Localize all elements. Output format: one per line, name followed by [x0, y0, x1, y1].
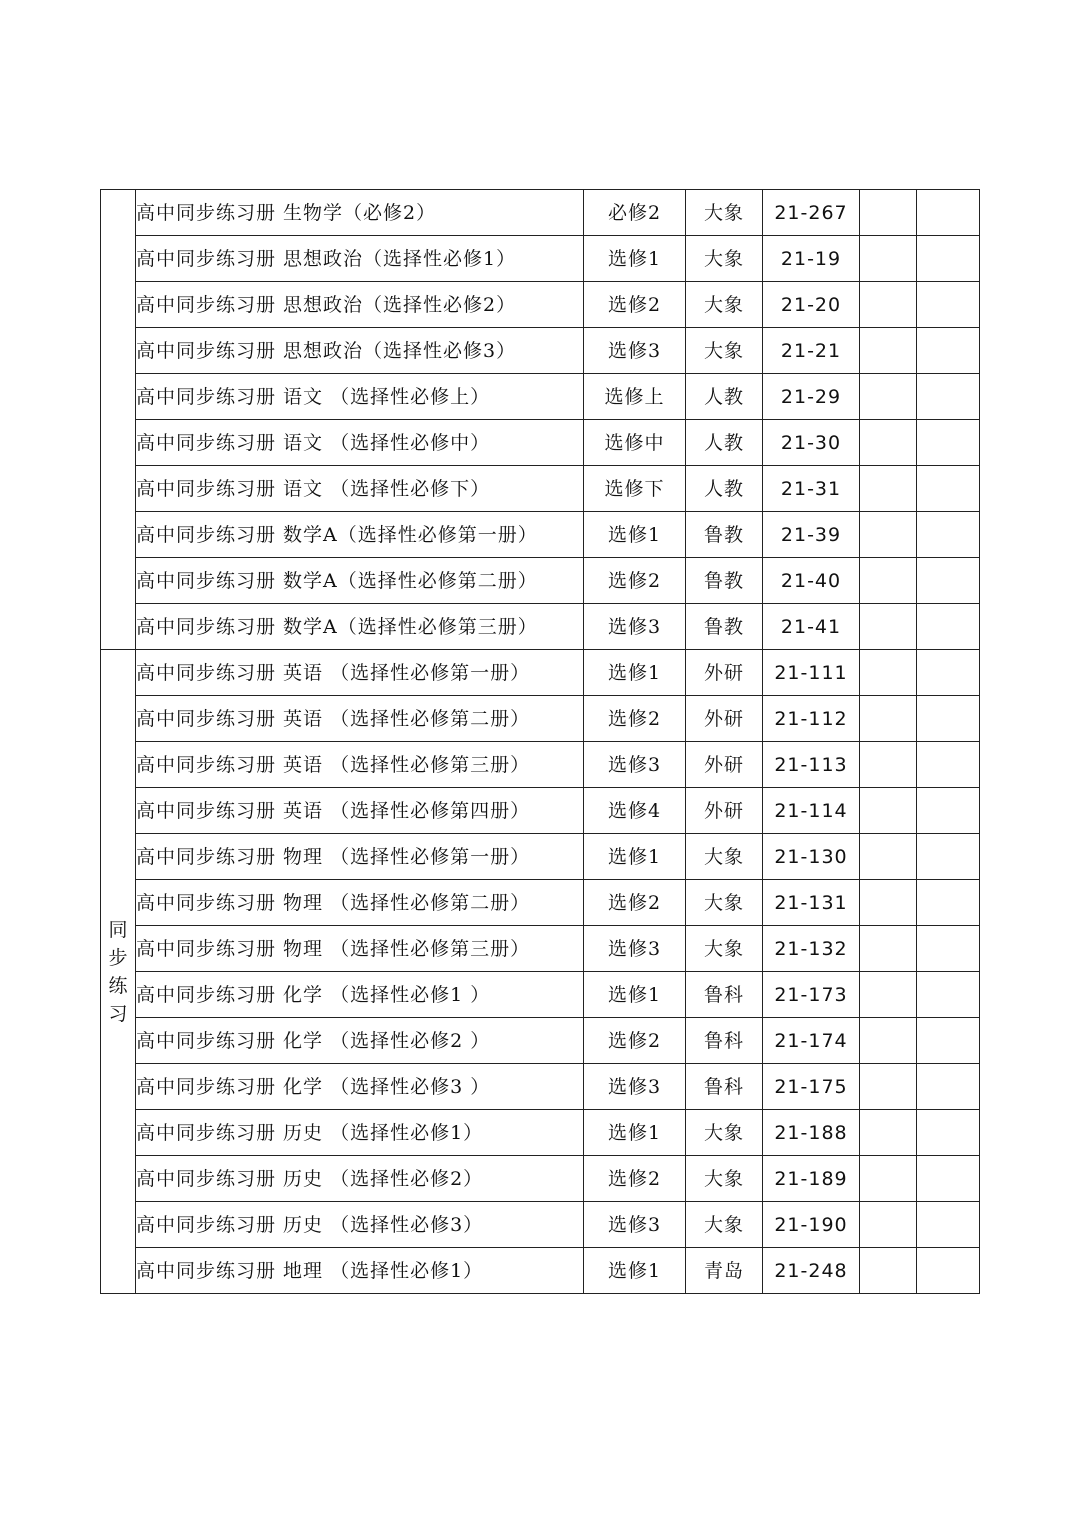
course-type-cell: 选修1 [584, 834, 686, 880]
book-code-cell: 21-20 [763, 282, 860, 328]
course-type-cell: 选修1 [584, 1248, 686, 1294]
table-row [101, 1202, 980, 1248]
table-row [101, 742, 980, 788]
empty-cell [917, 834, 980, 880]
book-title-cell: 高中同步练习册 历史 （选择性必修3） [136, 1202, 584, 1248]
publisher-cell: 鲁教 [686, 512, 763, 558]
book-title-cell: 高中同步练习册 英语 （选择性必修第四册） [136, 788, 584, 834]
book-code-cell: 21-31 [763, 466, 860, 512]
empty-cell [860, 236, 917, 282]
course-type-cell: 选修4 [584, 788, 686, 834]
empty-cell [917, 788, 980, 834]
book-title-cell: 高中同步练习册 化学 （选择性必修3 ） [136, 1064, 584, 1110]
publisher-cell: 鲁教 [686, 558, 763, 604]
empty-cell [917, 512, 980, 558]
book-title-cell: 高中同步练习册 物理 （选择性必修第一册） [136, 834, 584, 880]
empty-cell [917, 374, 980, 420]
publisher-cell: 鲁科 [686, 972, 763, 1018]
publisher-cell: 外研 [686, 788, 763, 834]
table-row [101, 650, 980, 696]
course-type-cell: 选修3 [584, 926, 686, 972]
publisher-cell: 人教 [686, 466, 763, 512]
empty-cell [917, 650, 980, 696]
empty-cell [917, 926, 980, 972]
book-title-cell: 高中同步练习册 英语 （选择性必修第二册） [136, 696, 584, 742]
table-body [101, 190, 980, 1294]
empty-cell [860, 972, 917, 1018]
table-row [101, 696, 980, 742]
book-title-cell: 高中同步练习册 物理 （选择性必修第三册） [136, 926, 584, 972]
table-row [101, 466, 980, 512]
empty-cell [860, 1156, 917, 1202]
course-type-cell: 选修中 [584, 420, 686, 466]
table-row [101, 236, 980, 282]
course-type-cell: 必修2 [584, 190, 686, 236]
book-title-cell: 高中同步练习册 英语 （选择性必修第三册） [136, 742, 584, 788]
table-row [101, 834, 980, 880]
book-title-cell: 高中同步练习册 语文 （选择性必修下） [136, 466, 584, 512]
publisher-cell: 大象 [686, 926, 763, 972]
empty-cell [860, 926, 917, 972]
book-code-cell: 21-132 [763, 926, 860, 972]
course-type-cell: 选修1 [584, 650, 686, 696]
empty-cell [917, 1110, 980, 1156]
course-type-cell: 选修1 [584, 972, 686, 1018]
empty-cell [860, 834, 917, 880]
table-row [101, 880, 980, 926]
book-code-cell: 21-114 [763, 788, 860, 834]
table-row [101, 558, 980, 604]
book-code-cell: 21-248 [763, 1248, 860, 1294]
empty-cell [860, 1248, 917, 1294]
book-code-cell: 21-19 [763, 236, 860, 282]
book-title-cell: 高中同步练习册 数学A（选择性必修第二册） [136, 558, 584, 604]
table-row [101, 420, 980, 466]
empty-cell [860, 880, 917, 926]
table-row [101, 1064, 980, 1110]
course-type-cell: 选修3 [584, 742, 686, 788]
empty-cell [917, 558, 980, 604]
empty-cell [860, 282, 917, 328]
book-code-cell: 21-174 [763, 1018, 860, 1064]
publisher-cell: 鲁教 [686, 604, 763, 650]
publisher-cell: 鲁科 [686, 1064, 763, 1110]
empty-cell [917, 1018, 980, 1064]
publisher-cell: 外研 [686, 650, 763, 696]
empty-cell [917, 1248, 980, 1294]
empty-cell [860, 374, 917, 420]
empty-cell [860, 328, 917, 374]
empty-cell [917, 880, 980, 926]
book-title-cell: 高中同步练习册 思想政治（选择性必修3） [136, 328, 584, 374]
empty-cell [860, 466, 917, 512]
table-row [101, 788, 980, 834]
book-title-cell: 高中同步练习册 英语 （选择性必修第一册） [136, 650, 584, 696]
course-type-cell: 选修3 [584, 328, 686, 374]
book-code-cell: 21-189 [763, 1156, 860, 1202]
empty-cell [860, 1064, 917, 1110]
empty-cell [917, 328, 980, 374]
publisher-cell: 人教 [686, 420, 763, 466]
course-type-cell: 选修3 [584, 604, 686, 650]
course-type-cell: 选修2 [584, 1156, 686, 1202]
empty-cell [860, 696, 917, 742]
empty-cell [917, 972, 980, 1018]
course-type-cell: 选修2 [584, 696, 686, 742]
course-type-cell: 选修下 [584, 466, 686, 512]
book-title-cell: 高中同步练习册 思想政治（选择性必修1） [136, 236, 584, 282]
table-row [101, 1110, 980, 1156]
publisher-cell: 外研 [686, 696, 763, 742]
empty-cell [917, 742, 980, 788]
empty-cell [860, 1110, 917, 1156]
book-title-cell: 高中同步练习册 历史 （选择性必修1） [136, 1110, 584, 1156]
book-code-cell: 21-131 [763, 880, 860, 926]
course-type-cell: 选修1 [584, 512, 686, 558]
group-label-cell [101, 650, 136, 1294]
book-list-table [100, 189, 980, 1294]
publisher-cell: 大象 [686, 834, 763, 880]
group-label: 同步练习 [108, 918, 128, 1025]
course-type-cell: 选修1 [584, 236, 686, 282]
publisher-cell: 人教 [686, 374, 763, 420]
empty-cell [860, 742, 917, 788]
group-label-cell [101, 190, 136, 650]
empty-cell [917, 1064, 980, 1110]
book-title-cell: 高中同步练习册 化学 （选择性必修1 ） [136, 972, 584, 1018]
publisher-cell: 大象 [686, 282, 763, 328]
book-code-cell: 21-21 [763, 328, 860, 374]
table-row [101, 1248, 980, 1294]
empty-cell [917, 466, 980, 512]
course-type-cell: 选修3 [584, 1064, 686, 1110]
book-code-cell: 21-30 [763, 420, 860, 466]
empty-cell [860, 650, 917, 696]
table-row [101, 374, 980, 420]
table-row [101, 1018, 980, 1064]
empty-cell [860, 604, 917, 650]
publisher-cell: 外研 [686, 742, 763, 788]
empty-cell [860, 1018, 917, 1064]
table-row [101, 282, 980, 328]
empty-cell [860, 190, 917, 236]
publisher-cell: 大象 [686, 880, 763, 926]
empty-cell [917, 420, 980, 466]
empty-cell [917, 1202, 980, 1248]
book-title-cell: 高中同步练习册 语文 （选择性必修中） [136, 420, 584, 466]
publisher-cell: 青岛 [686, 1248, 763, 1294]
book-title-cell: 高中同步练习册 思想政治（选择性必修2） [136, 282, 584, 328]
book-title-cell: 高中同步练习册 物理 （选择性必修第二册） [136, 880, 584, 926]
empty-cell [860, 558, 917, 604]
empty-cell [917, 190, 980, 236]
empty-cell [917, 696, 980, 742]
publisher-cell: 大象 [686, 236, 763, 282]
course-type-cell: 选修2 [584, 880, 686, 926]
book-code-cell: 21-173 [763, 972, 860, 1018]
empty-cell [917, 604, 980, 650]
book-code-cell: 21-41 [763, 604, 860, 650]
book-code-cell: 21-267 [763, 190, 860, 236]
book-code-cell: 21-111 [763, 650, 860, 696]
book-code-cell: 21-40 [763, 558, 860, 604]
book-code-cell: 21-190 [763, 1202, 860, 1248]
book-title-cell: 高中同步练习册 数学A（选择性必修第一册） [136, 512, 584, 558]
table-row [101, 1156, 980, 1202]
book-title-cell: 高中同步练习册 历史 （选择性必修2） [136, 1156, 584, 1202]
course-type-cell: 选修3 [584, 1202, 686, 1248]
course-type-cell: 选修2 [584, 282, 686, 328]
book-code-cell: 21-29 [763, 374, 860, 420]
empty-cell [917, 236, 980, 282]
book-code-cell: 21-188 [763, 1110, 860, 1156]
table-row [101, 512, 980, 558]
book-title-cell: 高中同步练习册 数学A（选择性必修第三册） [136, 604, 584, 650]
empty-cell [860, 420, 917, 466]
book-code-cell: 21-130 [763, 834, 860, 880]
empty-cell [860, 788, 917, 834]
course-type-cell: 选修1 [584, 1110, 686, 1156]
empty-cell [860, 512, 917, 558]
book-code-cell: 21-39 [763, 512, 860, 558]
publisher-cell: 大象 [686, 1156, 763, 1202]
empty-cell [917, 282, 980, 328]
book-code-cell: 21-175 [763, 1064, 860, 1110]
course-type-cell: 选修上 [584, 374, 686, 420]
empty-cell [917, 1156, 980, 1202]
publisher-cell: 大象 [686, 1202, 763, 1248]
publisher-cell: 大象 [686, 328, 763, 374]
empty-cell [860, 1202, 917, 1248]
book-title-cell: 高中同步练习册 地理 （选择性必修1） [136, 1248, 584, 1294]
book-title-cell: 高中同步练习册 语文 （选择性必修上） [136, 374, 584, 420]
publisher-cell: 大象 [686, 190, 763, 236]
table-row [101, 328, 980, 374]
table-row [101, 604, 980, 650]
book-code-cell: 21-113 [763, 742, 860, 788]
publisher-cell: 鲁科 [686, 1018, 763, 1064]
book-title-cell: 高中同步练习册 化学 （选择性必修2 ） [136, 1018, 584, 1064]
publisher-cell: 大象 [686, 1110, 763, 1156]
table-row [101, 972, 980, 1018]
book-title-cell: 高中同步练习册 生物学（必修2） [136, 190, 584, 236]
course-type-cell: 选修2 [584, 558, 686, 604]
book-code-cell: 21-112 [763, 696, 860, 742]
course-type-cell: 选修2 [584, 1018, 686, 1064]
table-row [101, 190, 980, 236]
table-row [101, 926, 980, 972]
